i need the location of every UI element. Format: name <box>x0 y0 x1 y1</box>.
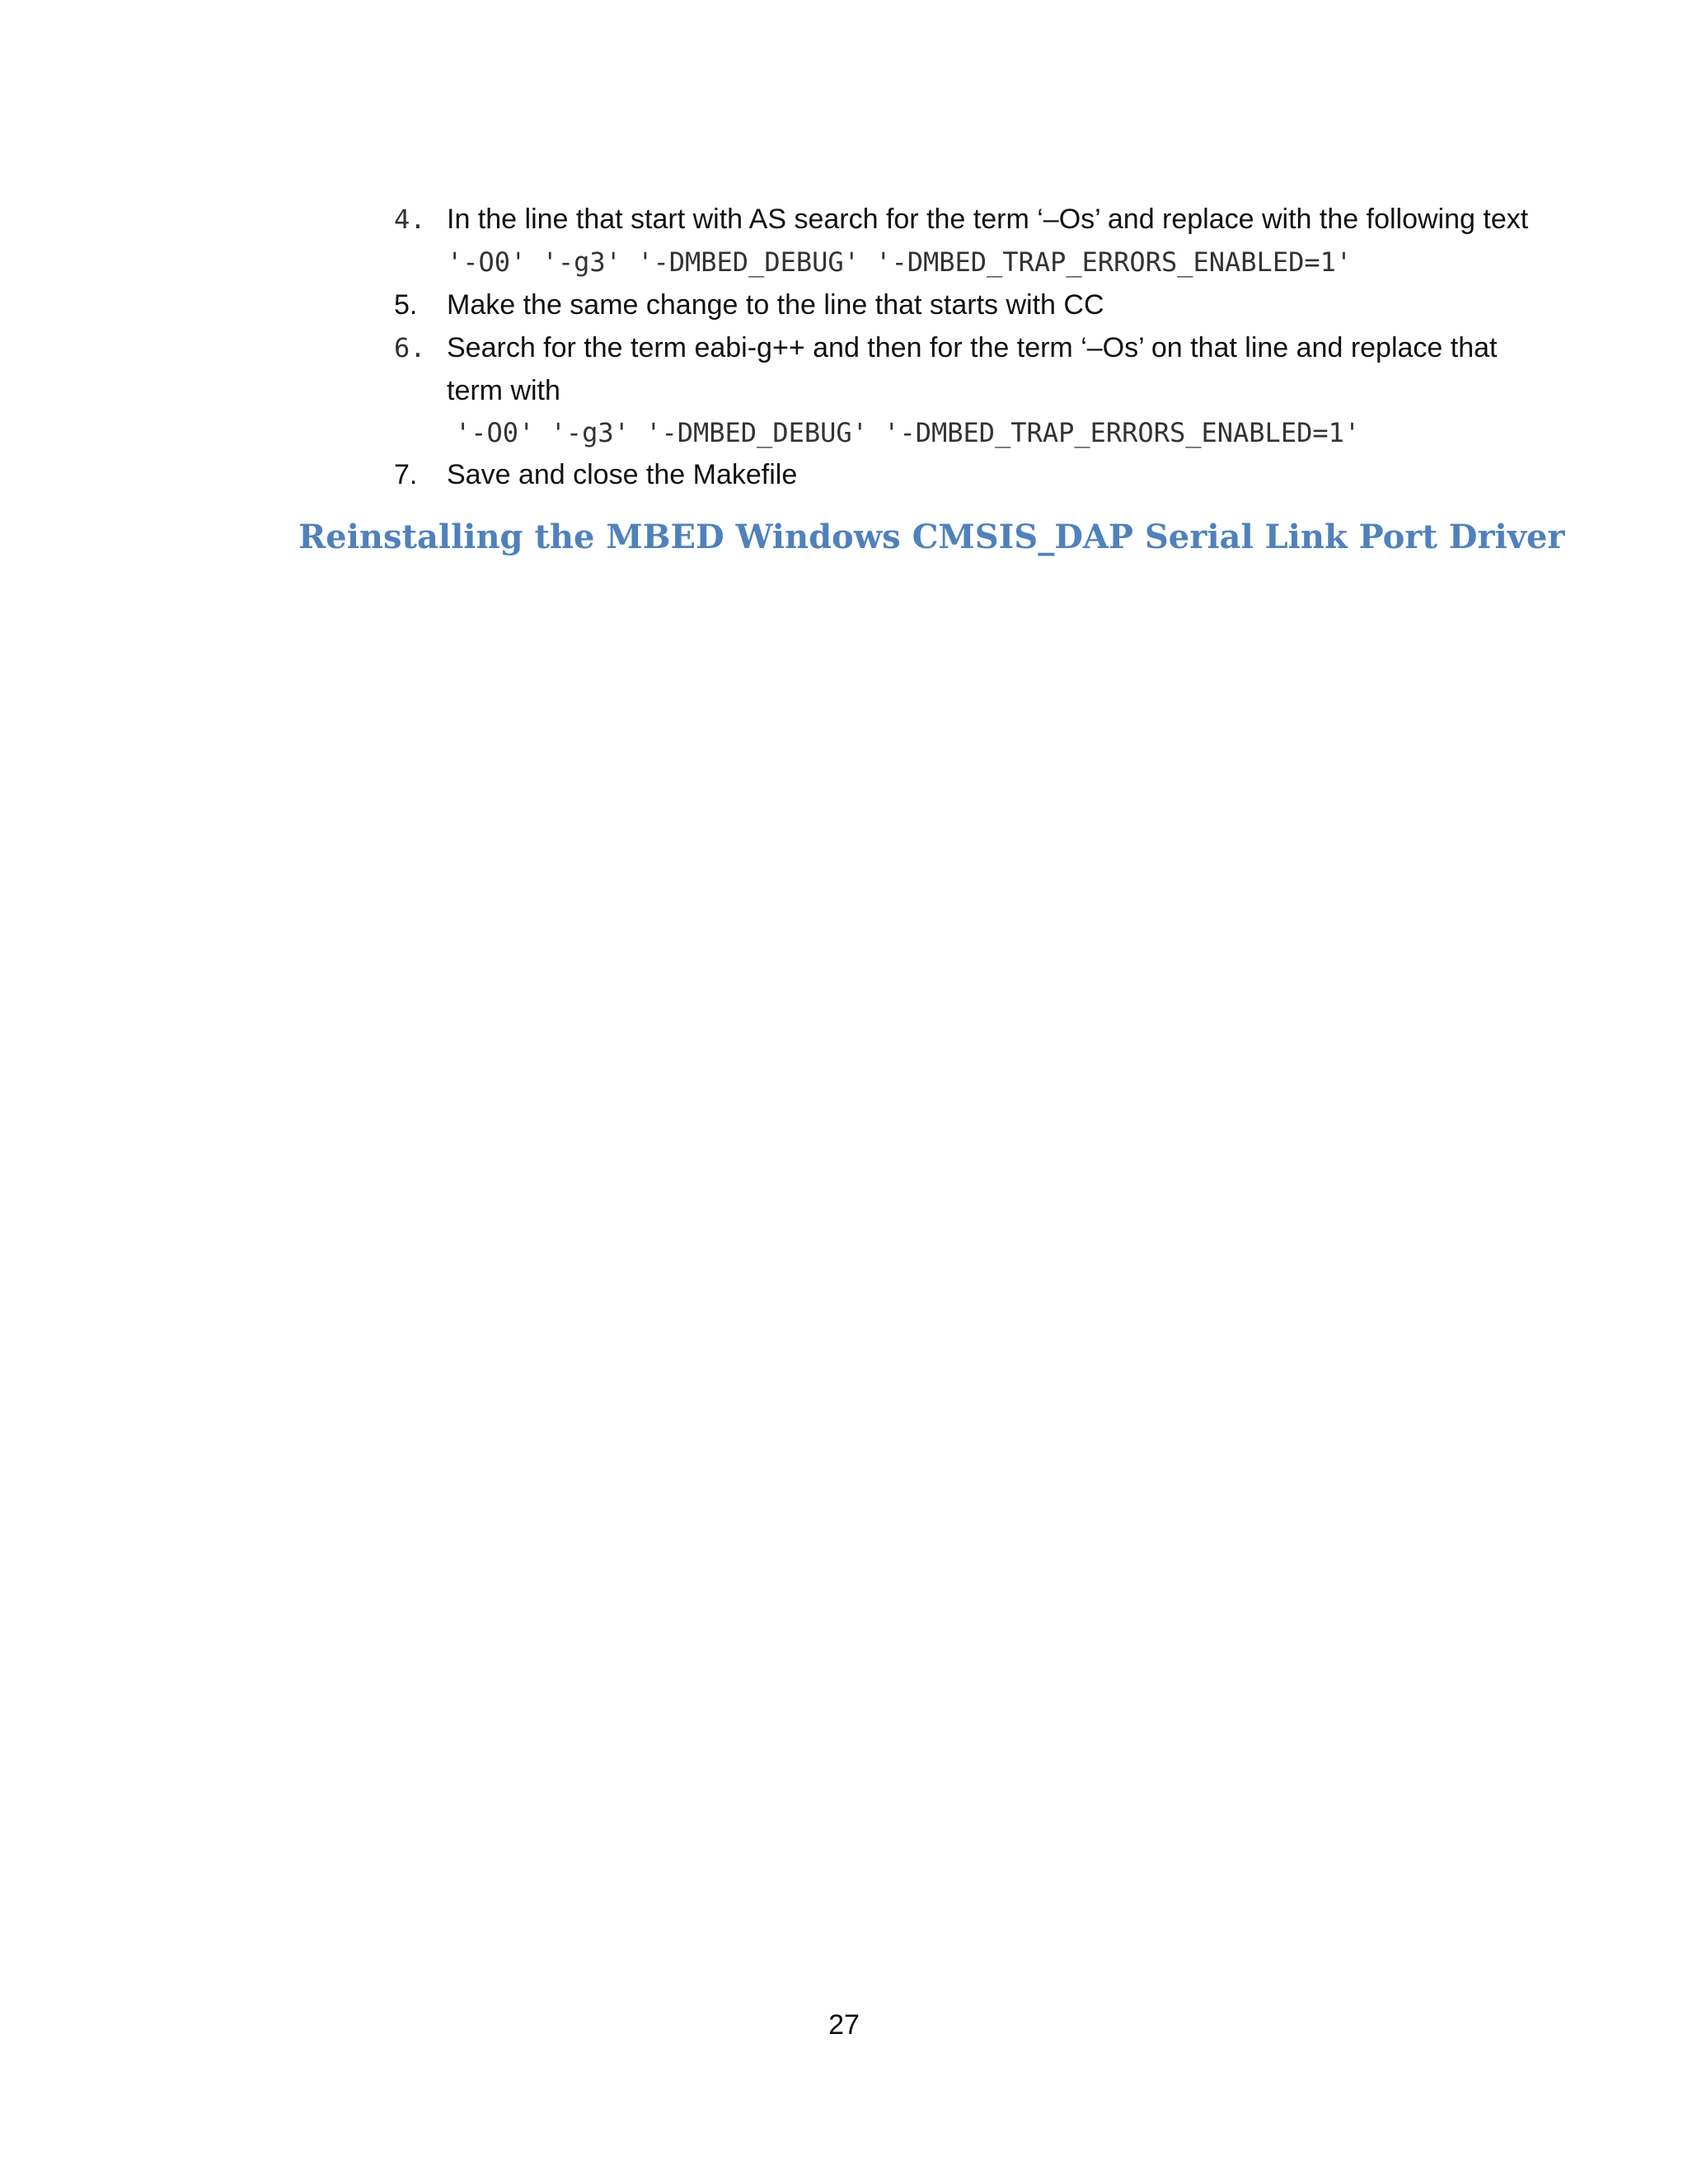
section-heading: Reinstalling the MBED Windows CMSIS_DAP Serial Link Port Driver <box>298 518 1565 556</box>
list-item-step-6 <box>394 326 1531 453</box>
instruction-list <box>394 198 1531 496</box>
list-item-step-4 <box>394 198 1531 284</box>
list-item-step-7 <box>394 453 1531 496</box>
code-snippet: '-O0' '-g3' '-DMBED_DEBUG' '-DMBED_TRAP_ERRORS_ENABLED=1' <box>447 246 1353 278</box>
code-snippet: '-O0' '-g3' '-DMBED_DEBUG' '-DMBED_TRAP_ERRORS_ENABLED=1' <box>455 417 1361 448</box>
step-text: Save and close the Makefile <box>447 459 798 490</box>
step-text: In the line that start with AS search for the term ‘–Os’ and replace with the following text <box>447 204 1529 235</box>
step-text: Make the same change to the line that starts with CC <box>447 289 1104 321</box>
step-number: 6. <box>394 332 426 363</box>
step-number: 7. <box>394 459 418 490</box>
step-text: Search for the term eabi-g++ and then for the term ‘–Os’ on that line and replace that term with <box>447 332 1498 406</box>
step-number: 4. <box>394 204 426 235</box>
list-item-step-5 <box>394 284 1531 326</box>
step-number: 5. <box>394 289 418 321</box>
page-number: 27 <box>828 2009 860 2041</box>
